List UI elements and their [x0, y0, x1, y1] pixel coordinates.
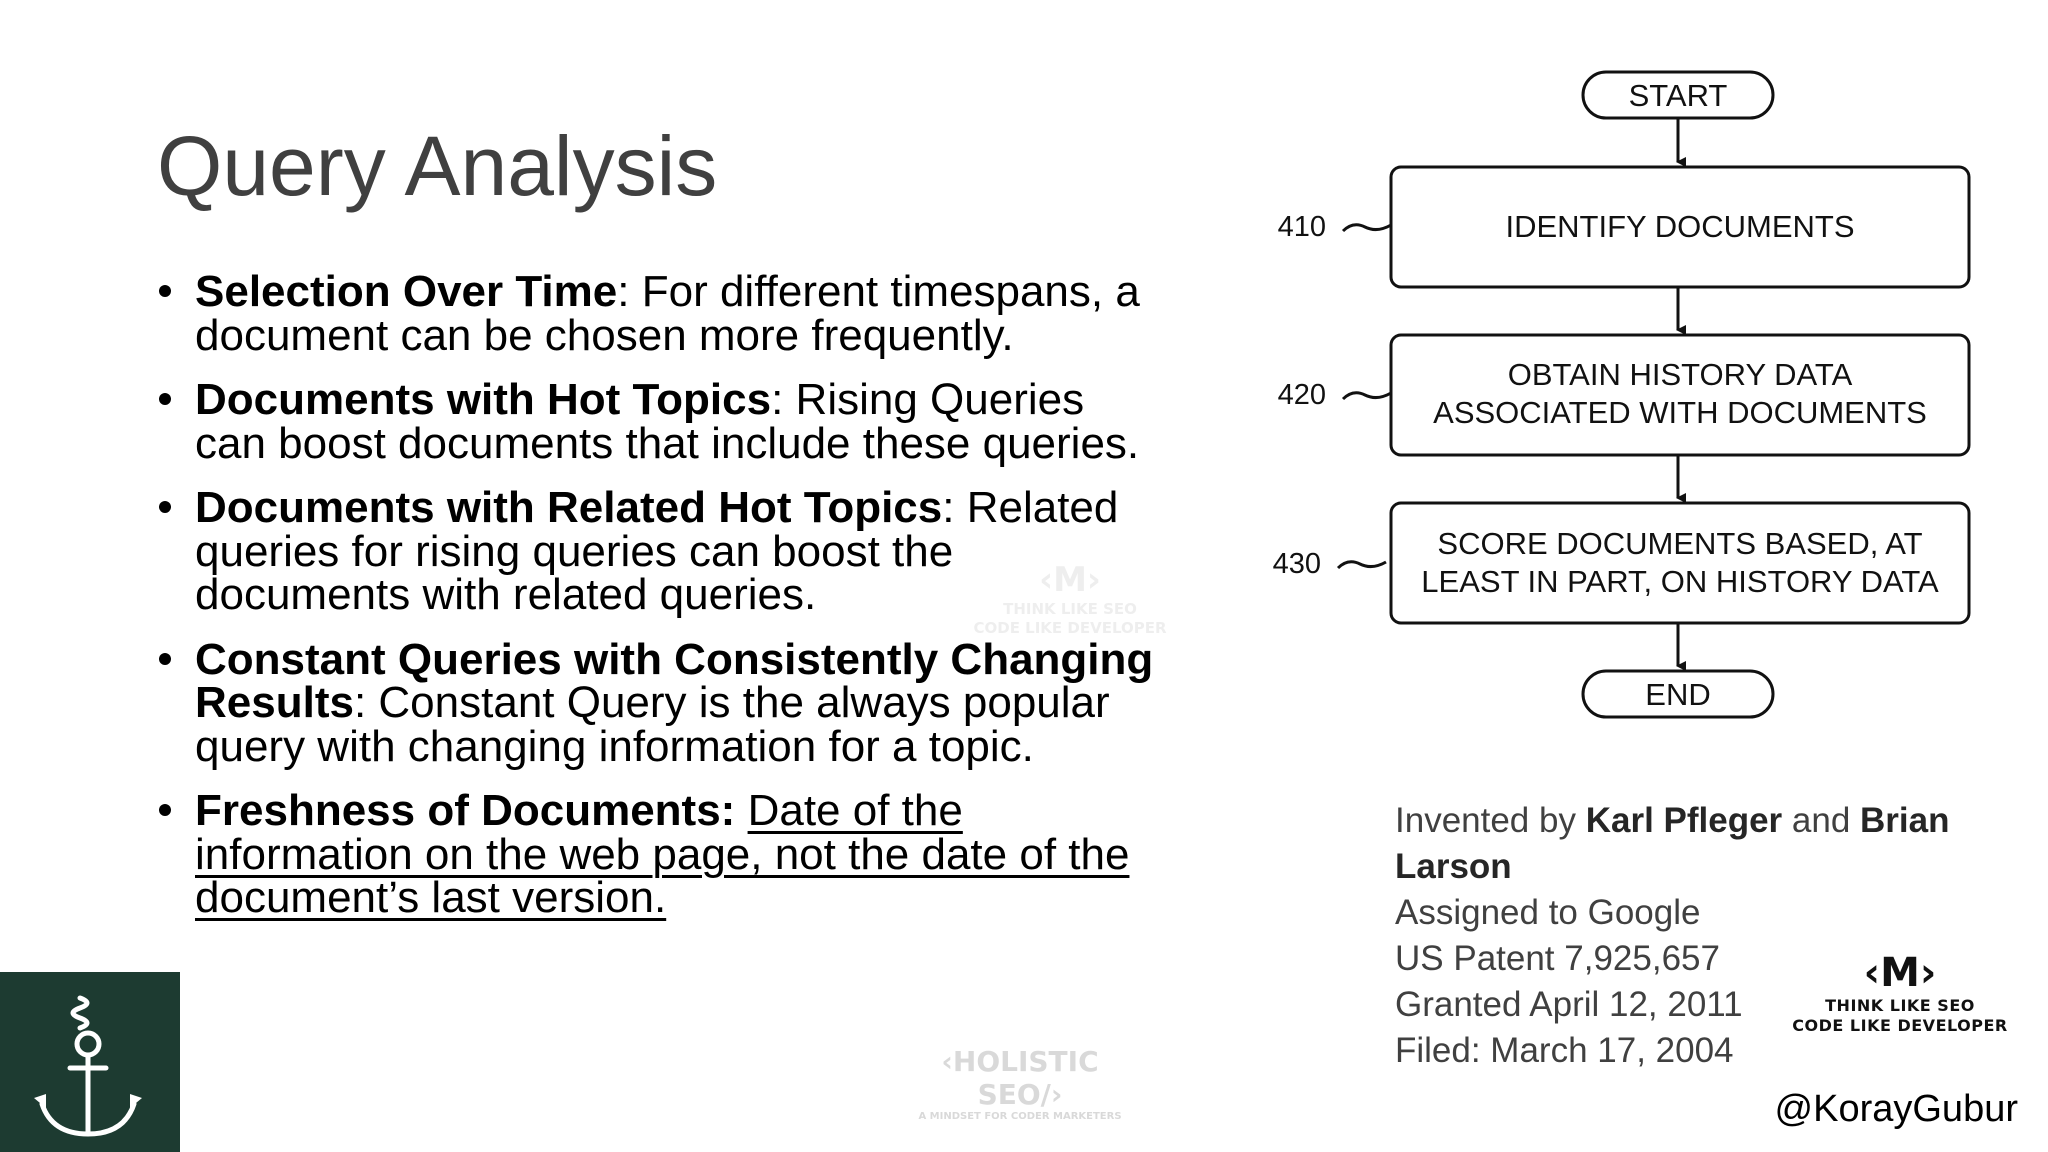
bullet-item: [157, 786, 1167, 922]
flowchart-end-label: END: [1645, 677, 1711, 712]
ref-430: 430: [1272, 548, 1321, 580]
patent-granted: Granted April 12, 2011: [1395, 985, 1743, 1024]
bullet-item: Documents with Hot Topics: Rising Queries can boost documents that include these queries.: [157, 378, 1167, 465]
patent-filed: Filed: March 17, 2004: [1395, 1031, 1734, 1070]
watermark-brand: ‹HOLISTIC SEO/›: [941, 1045, 1099, 1111]
step-420-line2: ASSOCIATED WITH DOCUMENTS: [1433, 395, 1927, 430]
patent-assignee: Assigned to Google: [1395, 893, 1701, 932]
logo-line1: THINK LIKE SEO: [1825, 996, 1975, 1015]
step-420-line1: OBTAIN HISTORY DATA: [1507, 357, 1853, 392]
bullet-dot: [159, 804, 171, 816]
patent-number: US Patent 7,925,657: [1395, 939, 1720, 978]
bullet-dot: [159, 653, 171, 665]
bullet-bold: Selection Over Time: [195, 267, 618, 316]
bullet-bold: Freshness of Documents:: [195, 786, 736, 835]
bullet-bold: Documents with Related Hot Topics: [195, 483, 943, 532]
bullet-text: For different timespans, a document can be chosen more frequently.: [195, 267, 1140, 360]
patent-flowchart: [1248, 60, 1988, 740]
step-410-line1: IDENTIFY DOCUMENTS: [1505, 209, 1855, 244]
think-like-seo-logo: [1780, 950, 2020, 1036]
ref-410: 410: [1277, 211, 1326, 243]
author-handle: @KorayGubur: [1774, 1088, 2018, 1130]
step-430-line1: SCORE DOCUMENTS BASED, AT: [1437, 526, 1923, 561]
logo-mark: ‹M›: [1863, 950, 1937, 996]
leader-430: [1338, 562, 1386, 568]
patent-inventors: Invented by Karl Pfleger and Brian Larson: [1395, 801, 1950, 886]
anchor-logo: [0, 972, 180, 1152]
watermark-line2: CODE LIKE DEVELOPER: [973, 619, 1167, 637]
flowchart-start-label: START: [1628, 78, 1728, 113]
ref-420: 420: [1277, 379, 1326, 411]
watermark-logo-faint: [950, 560, 1190, 638]
leader-420: [1343, 393, 1391, 399]
watermark-line1: THINK LIKE SEO: [1003, 600, 1137, 618]
slide-title: Query Analysis: [157, 119, 718, 213]
bullet-text: Related queries for rising queries can boost the documents with related queries.: [195, 483, 1119, 619]
bullet-item: Selection Over Time: For different timespans, a document can be chosen more frequently.: [157, 270, 1167, 357]
inventor-name: Karl Pfleger: [1585, 801, 1783, 840]
bullet-dot: [159, 393, 171, 405]
inventor-name: Brian Larson: [1395, 801, 1950, 886]
bullet-text: Rising Queries can boost documents that include these queries.: [195, 375, 1140, 468]
bullet-dot: [159, 285, 171, 297]
holistic-seo-watermark: [900, 1045, 1140, 1122]
bullet-item: Documents with Related Hot Topics: Related queries for rising queries can boost the documents with related queries.: [157, 486, 1167, 617]
step-430-line2: LEAST IN PART, ON HISTORY DATA: [1421, 564, 1939, 599]
flowchart-step-430: [1391, 503, 1969, 623]
anchor-icon: [0, 972, 180, 1152]
watermark-tagline: A MINDSET FOR CODER MARKETERS: [918, 1111, 1122, 1122]
bullet-item: Constant Queries with Consistently Changing Results: Constant Query is the always popular query with changing information for a topic.: [157, 638, 1167, 769]
bullet-underlined-text: Date of the information on the web page, not the date of the document’s last version.: [195, 786, 1130, 922]
bullet-dot: [159, 501, 171, 513]
logo-line2: CODE LIKE DEVELOPER: [1792, 1016, 2008, 1035]
bullet-bold: Documents with Hot Topics: [195, 375, 772, 424]
watermark-mark: ‹M›: [1039, 560, 1101, 600]
leader-410: [1343, 225, 1391, 231]
bullet-text: Constant Query is the always popular query with changing information for a topic.: [195, 678, 1110, 771]
bullet-bold: Constant Queries with Consistently Changing Results: [195, 634, 1154, 727]
